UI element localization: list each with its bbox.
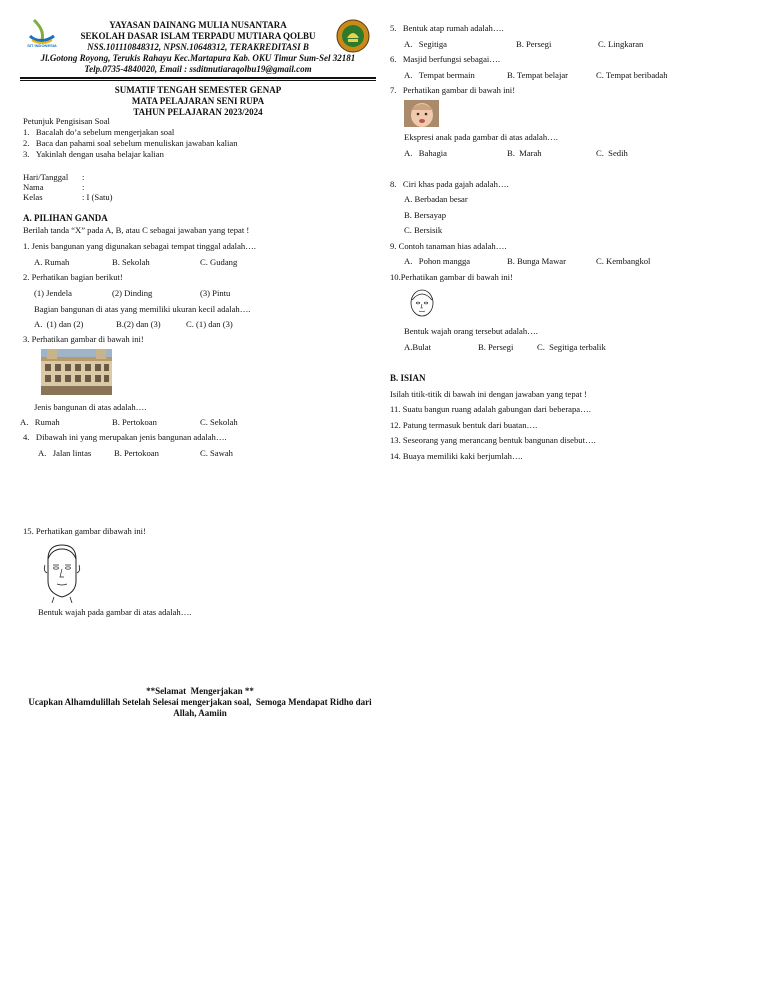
question-3-option-a: A. Rumah	[20, 417, 60, 427]
question-9-text: 9. Contoh tanaman hias adalah….	[390, 241, 507, 251]
square-face-drawing-icon	[38, 541, 86, 603]
round-face-drawing-icon	[409, 288, 435, 320]
header-divider-thin	[20, 80, 376, 81]
nama-value: :	[82, 182, 85, 192]
exam-title-line1: SUMATIF TENGAH SEMESTER GENAP	[114, 85, 282, 95]
hari-label: Hari/Tanggal	[23, 172, 69, 182]
round-face-image	[409, 288, 435, 320]
question-3-option-b: B. Pertokoan	[112, 417, 157, 427]
building-image	[41, 349, 112, 395]
question-7-option-c: C. Sedih	[596, 148, 628, 158]
closing-line-3: Allah, Aamiin	[173, 708, 227, 718]
section-b-heading: B. ISIAN	[390, 373, 426, 383]
foundation-name: YAYASAN DAINANG MULIA NUSANTARA	[109, 20, 287, 30]
section-b-instruction: Isilah titik-titik di bawah ini dengan jawaban yang tepat !	[390, 389, 587, 399]
question-9-option-c: C. Kembangkol	[596, 256, 651, 266]
question-2-part-1: (1) Jendela	[34, 288, 72, 298]
question-10-option-a: A.Bulat	[404, 342, 431, 352]
question-15-subtext: Bentuk wajah pada gambar di atas adalah….	[38, 607, 192, 617]
question-3-subtext: Jenis bangunan di atas adalah….	[34, 402, 147, 412]
fill-in-question-13: 13. Seseorang yang merancang bentuk bangunan disebut….	[390, 435, 596, 445]
kelas-label: Kelas	[23, 192, 43, 202]
question-15-text: 15. Perhatikan gambar dibawah ini!	[23, 526, 146, 536]
question-6-option-b: B. Tempat belajar	[507, 70, 569, 80]
question-8-text: 8. Ciri khas pada gajah adalah….	[390, 179, 509, 189]
question-10-text: 10.Perhatikan gambar di bawah ini!	[390, 272, 513, 282]
closing-line-1: **Selamat Mengerjakan **	[146, 686, 254, 696]
question-1-option-a: A. Rumah	[34, 257, 70, 267]
question-5-text: 5. Bentuk atap rumah adalah….	[390, 23, 504, 33]
exam-title	[20, 85, 376, 118]
question-5-option-b: B. Persegi	[516, 39, 552, 49]
question-1-text: 1. Jenis bangunan yang digunakan sebagai tempat tinggal adalah….	[23, 241, 256, 251]
question-2-option-c: C. (1) dan (3)	[186, 319, 233, 329]
question-4-option-a: A. Jalan lintas	[38, 448, 92, 458]
question-5-option-a: A. Segitiga	[404, 39, 447, 49]
question-7-subtext: Ekspresi anak pada gambar di atas adalah….	[404, 132, 558, 142]
instruction-item: 3. Yakinlah dengan usaha belajar kalian	[23, 149, 164, 159]
question-6-option-c: C. Tempat beribadah	[596, 70, 668, 80]
exam-title-line3: TAHUN PELAJARAN 2023/2024	[133, 107, 263, 117]
header-divider-thick	[20, 77, 376, 79]
question-2-text: 2. Perhatikan bagian berikut!	[23, 272, 123, 282]
question-3-option-c: C. Sekolah	[200, 417, 238, 427]
instructions-heading: Petunjuk Pengisisan Soal	[23, 116, 110, 126]
happy-child-photo-icon	[404, 100, 439, 127]
question-4-option-b: B. Pertokoan	[114, 448, 159, 458]
question-6-text: 6. Masjid berfungsi sebagai….	[390, 54, 501, 64]
kelas-value: : I (Satu)	[82, 192, 113, 202]
question-2-subtext: Bagian bangunan di atas yang memiliki ukuran kecil adalah….	[34, 304, 251, 314]
nama-label: Nama	[23, 182, 44, 192]
question-7-text: 7. Perhatikan gambar di bawah ini!	[390, 85, 516, 95]
question-5-option-c: C. Lingkaran	[598, 39, 644, 49]
question-4-text: 4. Dibawah ini yang merupakan jenis bangunan adalah….	[23, 432, 227, 442]
question-9-option-b: B. Bunga Mawar	[507, 256, 566, 266]
question-7-option-b: B. Marah	[507, 148, 542, 158]
fill-in-question-12: 12. Patung termasuk bentuk dari buatan….	[390, 420, 538, 430]
school-header	[18, 20, 378, 75]
question-10-option-b: B. Persegi	[478, 342, 514, 352]
question-7-option-a: A. Bahagia	[404, 148, 447, 158]
shophouse-building-icon	[41, 349, 112, 395]
question-3-text: 3. Perhatikan gambar di bawah ini!	[23, 334, 144, 344]
child-face-image	[404, 100, 439, 127]
hari-value: :	[82, 172, 85, 182]
question-2-option-b: B.(2) dan (3)	[116, 319, 161, 329]
fill-in-question-14: 14. Buaya memiliki kaki berjumlah….	[390, 451, 523, 461]
question-10-subtext: Bentuk wajah orang tersebut adalah….	[404, 326, 538, 336]
school-contact: Telp.0735-4840020, Email : ssditmutiaraqolbu19@gmail.com	[84, 64, 312, 74]
school-address: Jl.Gotong Royong, Terukis Rahayu Kec.Martapura Kab. OKU Timur Sum-Sel 32181	[40, 53, 356, 63]
fill-in-question-11: 11. Suatu bangun ruang adalah gabungan dari beberapa….	[390, 404, 591, 414]
section-a-instruction: Berilah tanda “X” pada A, B, atau C sebagai jawaban yang tepat !	[23, 225, 250, 235]
question-10-option-c: C. Segitiga terbalik	[537, 342, 606, 352]
question-2-part-3: (3) Pintu	[200, 288, 231, 298]
question-2-option-a: A. (1) dan (2)	[34, 319, 84, 329]
square-face-image	[38, 541, 86, 603]
logo-left-text: SIT INDONESIA	[27, 43, 57, 48]
instruction-item: 2. Baca dan pahami soal sebelum menuliskan jawaban kalian	[23, 138, 238, 148]
question-6-option-a: A. Tempat bermain	[404, 70, 475, 80]
question-1-option-c: C. Gudang	[200, 257, 238, 267]
school-ids: NSS.101110848312, NPSN.10648312, TERAKREDITASI B	[87, 42, 309, 52]
question-4-option-c: C. Sawah	[200, 448, 233, 458]
section-a-heading: A. PILIHAN GANDA	[23, 213, 108, 223]
question-8-option-a: A. Berbadan besar	[404, 194, 468, 204]
exam-title-line2: MATA PELAJARAN SENI RUPA	[131, 96, 265, 106]
instruction-item: 1. Bacalah do’a sebelum mengerjakan soal	[23, 127, 175, 137]
question-8-option-c: C. Bersisik	[404, 225, 443, 235]
question-8-option-b: B. Bersayap	[404, 210, 447, 220]
question-1-option-b: B. Sekolah	[112, 257, 150, 267]
question-9-option-a: A. Pohon mangga	[404, 256, 471, 266]
question-2-part-2: (2) Dinding	[112, 288, 153, 298]
closing-line-2: Ucapkan Alhamdulillah Setelah Selesai mengerjakan soal, Semoga Mendapat Ridho dari	[28, 697, 372, 707]
school-name: SEKOLAH DASAR ISLAM TERPADU MUTIARA QOLBU	[80, 31, 316, 41]
closing-message	[20, 686, 380, 719]
